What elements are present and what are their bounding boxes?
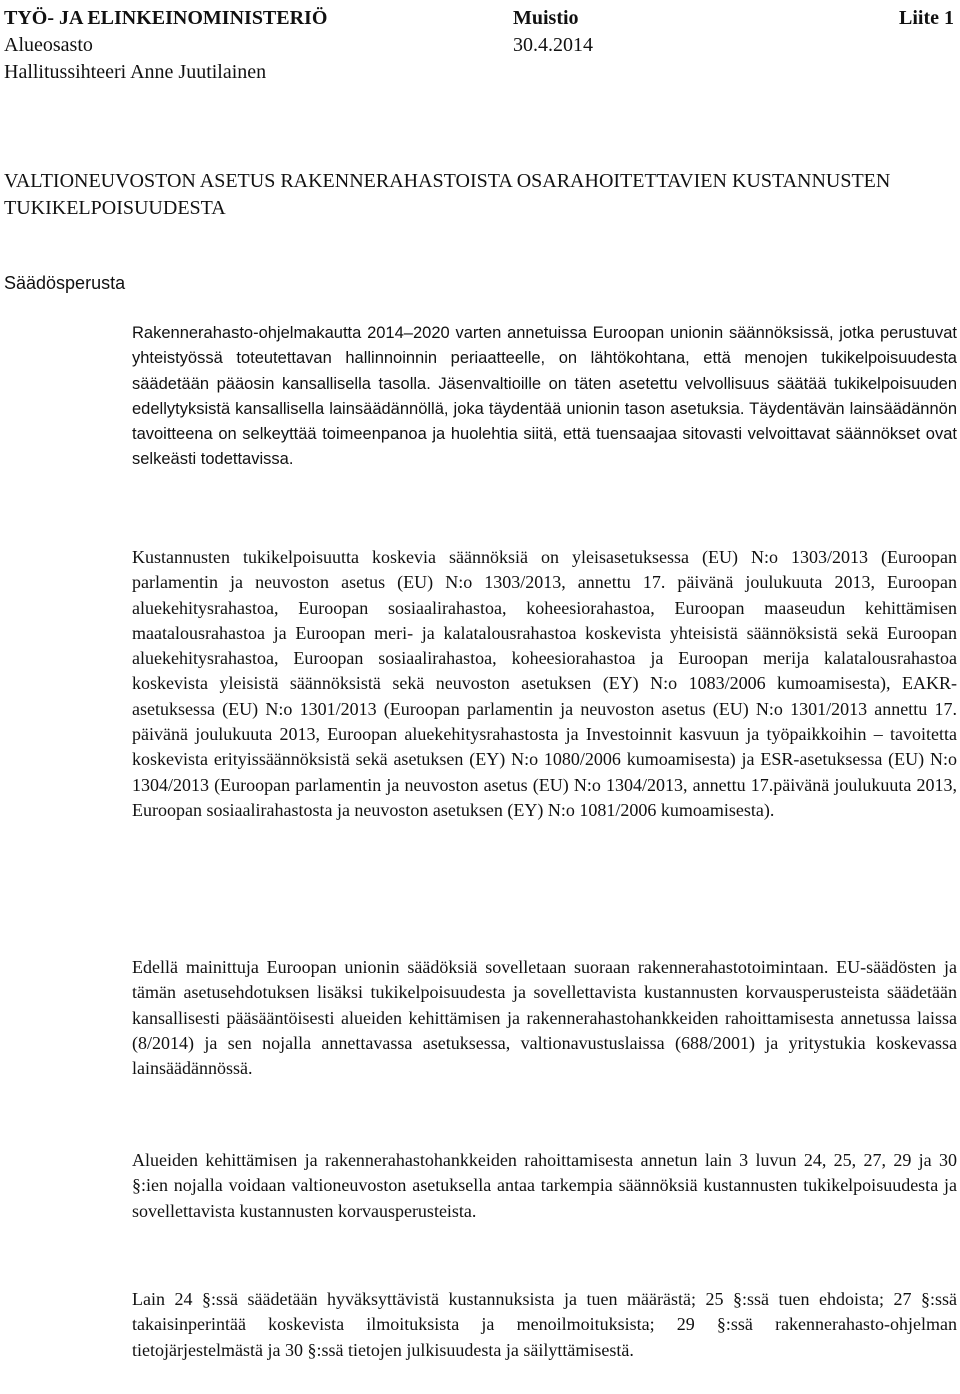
ministry-name: TYÖ- JA ELINKEINOMINISTERIÖ	[4, 7, 328, 29]
author-name: Hallitussihteeri Anne Juutilainen	[4, 61, 267, 83]
paragraph-decree-authority: Alueiden kehittämisen ja rakennerahastohankkeiden rahoittamisesta annetun lain 3 luvun 24, 25, 27, 29 ja 30 §:ien nojalla voidaan valtioneuvoston asetuksella antaa tarkempia säännöksiä kustannusten tukikelpoisuudesta ja sovellettavista kustannusten korvausperusteista.	[132, 1150, 957, 1221]
document-title: VALTIONEUVOSTON ASETUS RAKENNERAHASTOISTA OSARAHOITETTAVIEN KUSTANNUSTEN TUKIKELPOISUUDESTA	[4, 170, 891, 219]
document-type: Muistio	[513, 7, 579, 29]
paragraph-legal-basis: Rakennerahasto-ohjelmakautta 2014–2020 varten annetuissa Euroopan unionin säännöksissä, jotka perustuvat yhteistyössä toteutettavan hallinnoinnin periaatteelle, on lähtökohtana, että menojen tukikelpoisuudesta säädetään pääosin kansallisella tasolla. Jäsenvaltioille on täten asetettu velvollisuus säätää tukikelpoisuuden edellytyksistä kansallisella lainsäädännöllä, joka täydentää unionin tason asetuksia. Täydentävän lainsäädännön tavoitteena on selkeyttää toimeenpanoa ja huolehtia siitä, että tuensaajaa sitovasti velvoittavat säännökset ovat selkeästi todettavissa.	[132, 324, 957, 469]
paragraph-national-law: Edellä mainittuja Euroopan unionin säädöksiä sovelletaan suoraan rakennerahastotoimintaan. EU-säädösten ja tämän asetusehdotuksen lisäksi tukikelpoisuudesta ja sovellettavista kustannusten korvausperusteista säädetään kansallisesti pääsääntöisesti alueiden kehittämisen ja rakennerahastohankkeiden rahoittamisesta annetussa laissa (8/2014) ja sen nojalla annettavassa asetuksessa, valtionavustuslaissa (688/2001) ja yritystukia koskevassa lainsäädännössä.	[132, 957, 957, 1079]
paragraph-law-sections: Lain 24 §:ssä säädetään hyväksyttävistä kustannuksista ja tuen määrästä; 25 §:ssä tuen ehdoista; 27 §:ssä takaisinperintää koskevista ilmoituksista ja menoilmoituksista; 29 §:ssä rakennerahasto-ohjelman tietojärjestelmästä ja 30 §:ssä tietojen julkisuudesta ja säilyttämisestä.	[132, 1289, 957, 1360]
paragraph-eu-regulations: Kustannusten tukikelpoisuutta koskevia säännöksiä on yleisasetuksessa (EU) N:o 1303/2013 (Euroopan parlamentin ja neuvoston asetus (EU) N:o 1303/2013, annettu 17. päivänä joulukuuta 2013, Euroopan aluekehitysrahastoa, Euroopan sosiaalirahastoa, koheesiorahastoa, Euroopan maaseudun kehittämisen maatalousrahastoa ja Euroopan meri- ja kalatalousrahastoa koskevista yhteisistä säännöksistä sekä Euroopan aluekehitysrahastoa, Euroopan sosiaalirahastoa, koheesiorahastoa ja Euroopan merija kalatalousrahastoa koskevista yleisistä säännöksistä sekä neuvoston asetuksen (EY) N:o 1083/2006 kumoamisesta), EAKR-asetuksessa (EU) N:o 1301/2013 (Euroopan parlamentin ja neuvoston asetus (EU) N:o 1301/2013 annettu 17. päivänä joulukuuta 2013, Euroopan aluekehitysrahastosta ja Investoinnit kasvuun ja työpaikkoihin – tavoitetta koskevista erityissäännöksistä sekä asetuksen (EY) N:o 1080/2006 kumoamisesta) ja ESR-asetuksessa (EU) N:o 1304/2013 (Euroopan parlamentin ja neuvoston asetus (EU) N:o 1304/2013, annettu 17.päivänä joulukuuta 2013, Euroopan sosiaalirahastosta ja neuvoston asetuksen (EY) N:o 1081/2006 kumoamisesta).	[132, 547, 957, 820]
document-date: 30.4.2014	[513, 34, 593, 56]
attachment-label: Liite 1	[899, 7, 954, 29]
section-heading: Säädösperusta	[4, 273, 126, 293]
department-name: Alueosasto	[4, 34, 93, 56]
